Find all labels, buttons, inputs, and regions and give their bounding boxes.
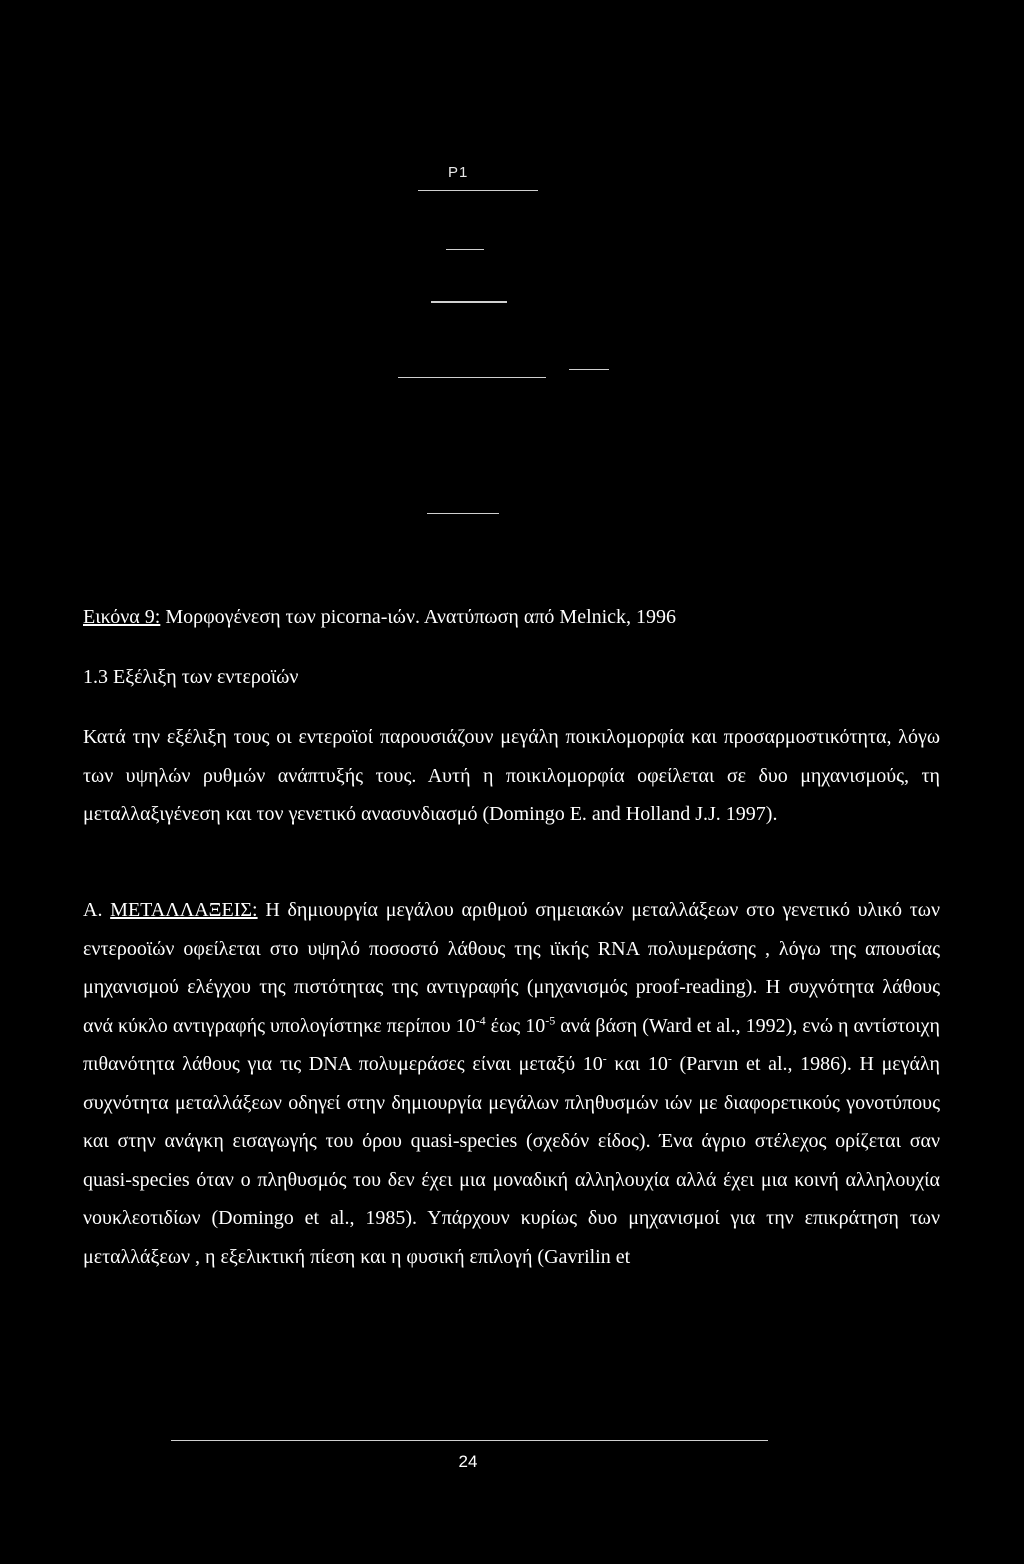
figure-label: P1 [448, 164, 469, 181]
figure-caption-text: Μορφογένεση των picorna-ιών. Ανατύπωση από Melnick, 1996 [160, 606, 677, 628]
exponent: - [602, 1051, 607, 1066]
figure-line [446, 249, 484, 250]
figure-line [569, 369, 609, 370]
exponent: -5 [545, 1012, 556, 1027]
paragraph-mutations [83, 891, 940, 1276]
exponent: -4 [475, 1012, 486, 1027]
paragraph-lead: Α. [83, 899, 111, 921]
figure-line [398, 377, 546, 378]
section-heading: 1.3 Εξέλιξη των εντεροϊών [83, 666, 299, 688]
page-number: 24 [458, 1452, 478, 1471]
paragraph-text: Η δημιουργία μεγάλου αριθμού σημειακών μεταλλάξεων στο γενετικό υλικό των εντεροοϊών οφείλεται στο υψηλό ποσοστό λάθους της ιϊκής RNA πολυμεράσης , λόγω της απουσίας μηχανισμού ελέγχου της πιστότητας της αντιγραφής (μηχανισμός proof-reading). Η συχνότητα λάθους ανά κύκλο αντιγραφής υπολογίστηκε περίπου 10 [83, 899, 940, 1037]
paragraph-text: ανά βάση (Ward et al., 1992), ενώ η αντίστοιχη πιθανότητα λάθους για τις DNA πολυμεράσες είναι μεταξύ 10 [83, 1014, 940, 1075]
figure-line [418, 190, 538, 191]
paragraph-text: έως 10 [485, 1014, 546, 1037]
footer-rule [171, 1440, 768, 1441]
figure-caption-label: Εικόνα 9: [83, 606, 161, 628]
figure-caption [83, 606, 676, 629]
paragraph-text: (Parvın et al., 1986). Η μεγάλη συχνότητα μεταλλάξεων οδηγεί στην δημιουργία μεγάλων πληθυσμών ιών με διαφορετικούς γονοτύπους και στην ανάγκη εισαγωγής του όρου quasi-species (σχεδόν είδος). Ένα άγριο στέλεχος ορίζεται σαν quasi-species όταν ο πληθυσμός του δεν έχει μια μοναδική αλληλουχία αλλά έχει μια κοινή αλληλουχία νουκλεοτιδίων (Domingo et al., 1985). Υπάρχουν κυρίως δυο μηχανισμοί για την επικράτηση των μεταλλάξεων , η εξελικτική πίεση και η φυσική επιλογή (Gavrilin et [83, 1053, 940, 1268]
figure-line [427, 513, 499, 514]
paragraph-evolution: Κατά την εξέλιξη τους οι εντεροϊοί παρουσιάζουν μεγάλη ποικιλομορφία και προσαρμοστικότητα, λόγω των υψηλών ρυθμών ανάπτυξής τους. Αυτή η ποικιλομορφία οφείλεται σε δυο μηχανισμούς, τη μεταλλαξιγένεση και τον γενετικό ανασυνδιασμό (Domingo E. and Holland J.J. 1997). [83, 726, 940, 825]
paragraph-text: και 10 [606, 1053, 668, 1075]
exponent: - [667, 1051, 672, 1066]
mutations-heading: ΜΕΤΑΛΛΑΞΕΙΣ: [110, 899, 258, 921]
figure-line [431, 301, 507, 303]
